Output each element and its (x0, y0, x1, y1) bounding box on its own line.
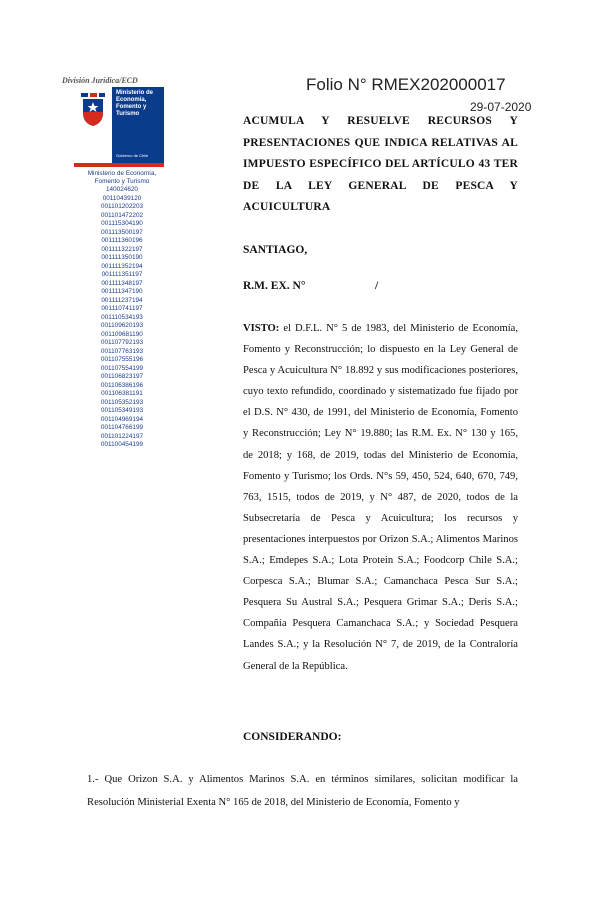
code-item: 00110439120 (102, 194, 142, 202)
code-item: 001111348197 (101, 279, 143, 287)
code-item: 001110534193 (101, 313, 143, 321)
code-item: 001109620193 (100, 322, 144, 329)
visto-paragraph (243, 318, 518, 677)
code-item: 001106381191 (101, 390, 143, 397)
code-item: 001113500197 (101, 228, 143, 236)
coat-of-arms-icon (80, 93, 106, 127)
code-item: 001101472202 (100, 211, 144, 219)
visto-text: el D.F.L. N° 5 de 1983, del Ministerio de Economía, Fomento y Reconstrucción; lo dispuesto en la Ley General de Pesca y Acuicultura N° 18.892 y sus modificaciones posteriores, cuyo texto refundido, coordinado y sistematizado fue fijado por el D.S. N° 430, de 1991, del Ministerio de Economía, Fomento y Reconstrucción; Ley N° 19.880; las R.M. Ex. N° 130 y 165, de 2018; y 168, de 2019, todas del Ministerio de Economía, Fomento y Turismo; los Ords. N°s 59, 450, 524, 640, 670, 749, 763, 1515, todos de 2019, y N° 487, de 2020, todos de la Subsecretaría de Pesca y Acuicultura; los recursos y presentaciones interpuestos por Orizon S.A.; Alimentos Marinos S.A.; Emdepes S.A.; Lota Protein S.A.; Foodcorp Chile S.A.; Corpesca S.A.; Blumar S.A.; Camanchaca Pesca Sur S.A.; Pesquera Su Austral S.A.; Pesquera Grimar S.A.; Deris S.A.; Compañía Pesquera Camanchaca S.A.; y Sociedad Pesquera Landes S.A.; y la Resolución N° 7, de 2019, de la Contraloría General de la República. (243, 323, 518, 672)
place-label: SANTIAGO, (243, 244, 308, 256)
code-item: 001106386196 (100, 381, 144, 389)
document-code-list (62, 186, 182, 450)
code-item: 001104969194 (100, 415, 144, 423)
code-item: 001101224197 (100, 432, 144, 440)
code-item: 001107555196 (100, 356, 144, 363)
code-item: 001100454199 (100, 441, 144, 448)
visto-label: VISTO: (243, 323, 280, 334)
logo-gobierno-label: Gobierno de Chile (116, 153, 149, 158)
folio-number: Folio N° RMEX202000017 (306, 75, 506, 94)
code-item: 001107763193 (100, 347, 144, 355)
code-item: 001111350190 (101, 254, 143, 261)
ministry-caption: Ministerio de Economía, Fomento y Turismo (87, 170, 157, 185)
folio-date: 29-07-2020 (470, 100, 532, 114)
code-item: 140024620 (106, 186, 138, 193)
code-item: 001105352193 (100, 398, 144, 406)
code-item: 001110741197 (101, 305, 143, 312)
code-item: 001104766199 (100, 424, 144, 431)
logo-red-bar (74, 163, 164, 167)
code-item: 001106823197 (100, 373, 144, 380)
division-label: División Jurídica/ECD (62, 76, 138, 85)
code-item: 001109681190 (101, 330, 143, 338)
code-item: 001111237194 (101, 296, 143, 304)
code-item: 001111352194 (101, 262, 143, 270)
ministry-logo (74, 87, 164, 163)
considerando-paragraph-1: 1.- Que Orizon S.A. y Alimentos Marinos S.A. en términos similares, solicitan modificar la Resolución Ministerial Exenta N° 165 de 2018, del Ministerio de Economía, Fomento y (87, 774, 518, 808)
code-item: 001115304190 (101, 220, 143, 227)
code-item: 001111351197 (101, 271, 143, 278)
code-item: 001101202203 (100, 203, 144, 210)
considerando-heading: CONSIDERANDO: (243, 731, 342, 743)
code-item: 001111360196 (101, 237, 143, 244)
code-item: 001107554199 (100, 364, 144, 372)
resolution-number-line: R.M. EX. N° / (243, 280, 379, 292)
code-item: 001105349193 (100, 407, 144, 414)
resolution-title: ACUMULA Y RESUELVE RECURSOS Y PRESENTACIONES QUE INDICA RELATIVAS AL IMPUESTO ESPECÍFICO DEL ARTÍCULO 43 TER DE LA LEY GENERAL DE PESCA Y ACUICULTURA (243, 115, 518, 213)
code-item: 001111347190 (101, 288, 143, 295)
logo-ministry-name: Ministerio de Economía, Fomento y Turismo (116, 90, 154, 117)
code-item: 001107792193 (100, 339, 144, 346)
code-item: 001111322197 (101, 245, 143, 253)
